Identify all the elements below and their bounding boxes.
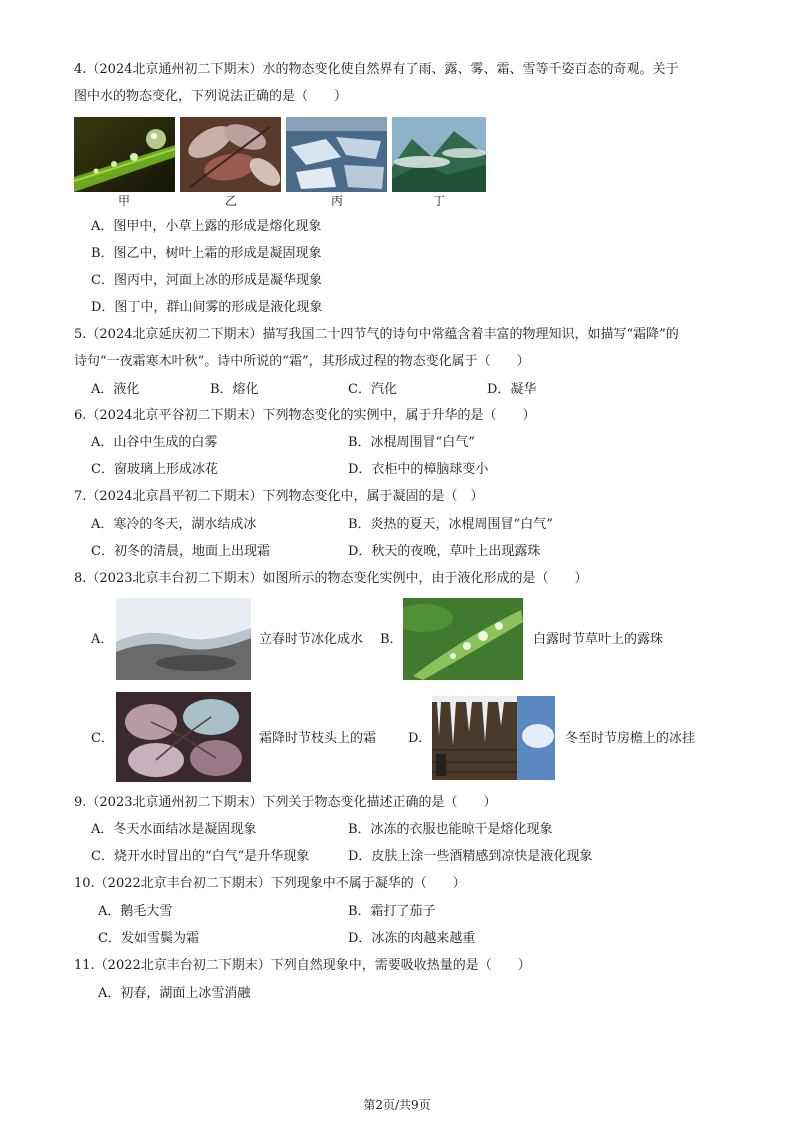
q4-stem-line1: 4.（2024北京通州初二下期末）水的物态变化使自然界有了雨、露、雾、霜、雪等千姿百态的奇观。关于 [74, 62, 679, 77]
q9-option-a: A．冬天水面结冰是凝固现象 [91, 822, 257, 837]
q10-option-a: A．鹅毛大雪 [98, 904, 173, 919]
q8-letter-a: A． [91, 632, 114, 647]
q4-option-a: A．图甲中，小草上露的形成是熔化现象 [91, 219, 322, 234]
q10-stem: 10.（2022北京丰台初二下期末）下列现象中不属于凝华的（ ） [74, 876, 466, 891]
q4-option-b: B．图乙中，树叶上霜的形成是凝固现象 [91, 246, 322, 261]
q5-stem-line1: 5.（2024北京延庆初二下期末）描写我国二十四节气的诗句中常蕴含着丰富的物理知识，如描写“霜降”的 [74, 327, 679, 342]
dew-on-leaf-image [403, 598, 523, 680]
q11-option-a: A．初春，湖面上冰雪消融 [98, 986, 251, 1001]
page-number: 第2页/共9页 [363, 1098, 431, 1112]
q6-stem: 6.（2024北京平谷初二下期末）下列物态变化的实例中，属于升华的是（ ） [74, 408, 536, 423]
q6-option-b: B．冰棍周围冒“白气” [348, 435, 475, 450]
caption-bing: 丙 [330, 194, 343, 208]
q7-option-a: A．寒冷的冬天，湖水结成冰 [91, 517, 257, 532]
q5-option-a: A．液化 [91, 382, 140, 397]
q8-label-b: 白露时节草叶上的露珠 [533, 632, 664, 647]
q8-label-d: 冬至时节房檐上的冰挂 [565, 731, 696, 746]
caption-ding: 丁 [432, 194, 445, 208]
q9-option-c: C．烧开水时冒出的“白气”是升华现象 [91, 849, 310, 864]
q8-label-c: 霜降时节枝头上的霜 [259, 731, 377, 746]
q4-option-d: D．图丁中，群山间雾的形成是液化现象 [91, 300, 323, 315]
frost-on-leaves-image [180, 117, 281, 192]
q8-stem: 8.（2023北京丰台初二下期末）如图所示的物态变化实例中，由于液化形成的是（ ） [74, 571, 588, 586]
q4-stem-line2: 图中水的物态变化，下列说法正确的是（ ） [74, 89, 348, 104]
caption-yi: 乙 [224, 194, 237, 208]
icicles-on-eave-image [432, 696, 555, 780]
caption-jia: 甲 [117, 194, 130, 208]
q5-option-d: D．凝华 [487, 382, 537, 397]
q10-option-c: C．发如雪鬓为霜 [98, 931, 199, 946]
q7-option-d: D．秋天的夜晚，草叶上出现露珠 [348, 544, 541, 559]
q9-stem: 9.（2023北京通州初二下期末）下列关于物态变化描述正确的是（ ） [74, 795, 497, 810]
q8-letter-c: C． [91, 731, 114, 746]
q8-letter-b: B． [380, 632, 403, 647]
ice-melting-image [116, 598, 251, 680]
q11-stem: 11.（2022北京丰台初二下期末）下列自然现象中，需要吸收热量的是（ ） [74, 958, 531, 973]
q8-letter-d: D． [408, 731, 432, 746]
fog-in-mountains-image [392, 117, 486, 192]
q6-option-d: D．衣柜中的樟脑球变小 [348, 462, 489, 477]
q10-option-b: B．霜打了茄子 [348, 904, 436, 919]
q6-option-c: C．窗玻璃上形成冰花 [91, 462, 218, 477]
q10-option-d: D．冰冻的肉越来越重 [348, 931, 476, 946]
q7-option-c: C．初冬的清晨，地面上出现霜 [91, 544, 270, 559]
q9-option-d: D．皮肤上涂一些酒精感到凉快是液化现象 [348, 849, 593, 864]
q7-option-b: B．炎热的夏天，冰棍周围冒“白气” [348, 517, 553, 532]
q4-option-c: C．图丙中，河面上冰的形成是凝华现象 [91, 273, 322, 288]
ice-on-river-image [286, 117, 387, 192]
q8-label-a: 立春时节冰化成水 [259, 632, 364, 647]
q5-option-c: C．汽化 [348, 382, 397, 397]
dew-on-grass-image [74, 117, 175, 192]
q6-option-a: A．山谷中生成的白雾 [91, 435, 218, 450]
q5-stem-line2: 诗句“一夜霜寒木叶秋”。诗中所说的“霜”，其形成过程的物态变化属于（ ） [74, 354, 530, 369]
q5-option-b: B．熔化 [210, 382, 259, 397]
frost-on-branch-image [116, 692, 251, 782]
q9-option-b: B．冰冻的衣服也能晾干是熔化现象 [348, 822, 553, 837]
q7-stem: 7.（2024北京昌平初二下期末）下列物态变化中，属于凝固的是（ ） [74, 489, 484, 504]
